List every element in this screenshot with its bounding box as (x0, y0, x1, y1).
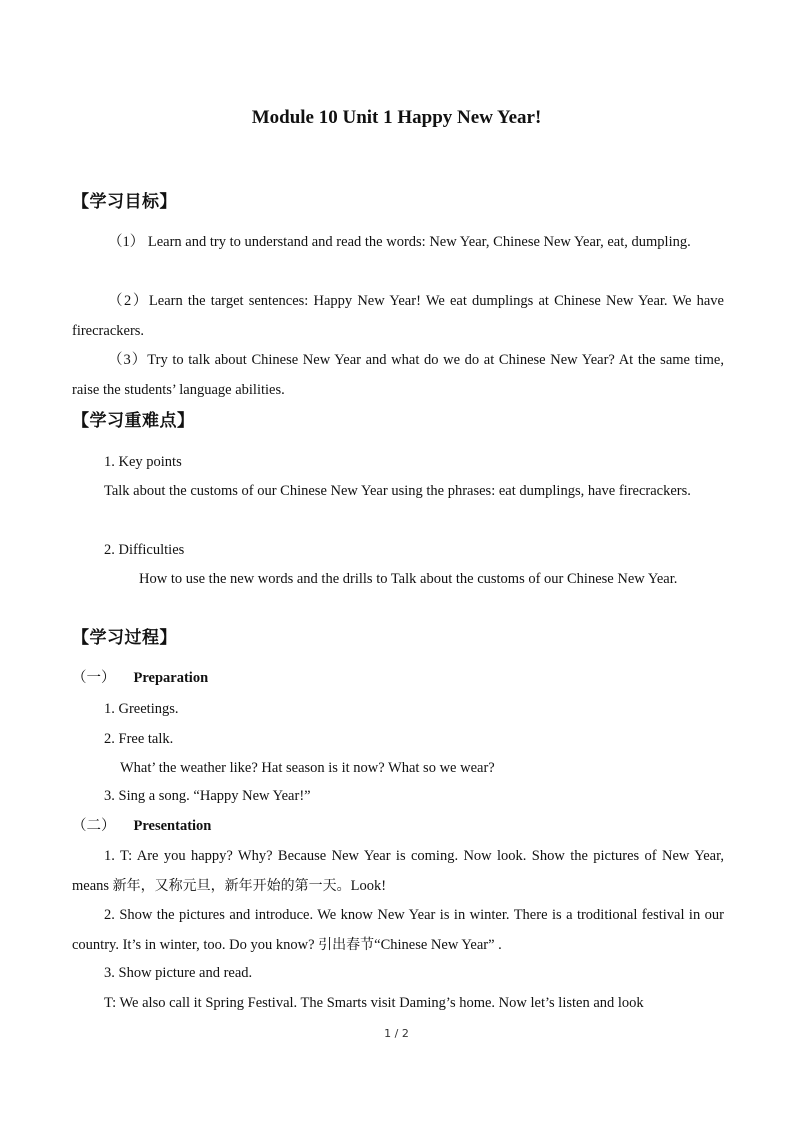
part2-heading (72, 816, 211, 836)
key-difficulties-heading: 【学习重难点】 (72, 411, 195, 431)
part1-item-2: 2. Free talk. (104, 731, 174, 747)
part1-item-1: 1. Greetings. (104, 701, 179, 717)
part2-p1-end: Look! (350, 878, 387, 894)
part2-number: （二） (72, 818, 116, 834)
objective-1: （1） Learn and try to understand and read the words: New Year, Chinese New Year, eat, dumpling. (108, 234, 691, 250)
part2-paragraph-1 (72, 841, 724, 901)
part2-label: Presentation (133, 818, 212, 834)
part2-paragraph-3: 3. Show picture and read. (104, 965, 253, 981)
page-number: 1 / 2 (384, 1027, 409, 1040)
objectives-heading: 【学习目标】 (72, 192, 177, 212)
document-title: Module 10 Unit 1 Happy New Year! (251, 107, 542, 128)
part1-item-4: 3. Sing a song. “Happy New Year!” (104, 788, 311, 804)
part2-p1-english: 1. T: Are you happy? Why? Because New Year is coming. Now look. Show the pictures of New Year, means (72, 848, 724, 894)
part2-p1-chinese: 新年，又称元旦，新年开始的第一天。 (112, 878, 351, 894)
objective-2: （2）Learn the target sentences: Happy New Year! We eat dumplings at Chinese New Year. We have firecrackers. (72, 293, 724, 339)
process-heading: 【学习过程】 (72, 628, 177, 648)
part1-number: （一） (72, 670, 116, 686)
key-points-text: Talk about the customs of our Chinese New Year using the phrases: eat dumplings, have firecrackers. (104, 483, 691, 499)
part2-p2-end: “Chinese New Year” . (374, 937, 502, 953)
part2-paragraph-2 (72, 900, 724, 960)
key-points-label: 1. Key points (104, 454, 182, 470)
part1-label: Preparation (133, 670, 209, 686)
difficulties-label: 2. Difficulties (104, 542, 185, 558)
difficulties-text: How to use the new words and the drills to Talk about the customs of our Chinese New Year. (139, 571, 678, 587)
objective-3: （3）Try to talk about Chinese New Year and what do we do at Chinese New Year? At the same time, raise the students’ language abilities. (72, 352, 724, 398)
part1-heading (72, 668, 208, 688)
part2-paragraph-4: T: We also call it Spring Festival. The Smarts visit Daming’s home. Now let’s listen and look (104, 995, 644, 1011)
part1-item-3: What’ the weather like? Hat season is it now? What so we wear? (120, 760, 495, 776)
part2-p2-english: 2. Show the pictures and introduce. We know New Year is in winter. There is a troditional festival in our country. It’s in winter, too. Do you know? (72, 907, 724, 953)
part2-p2-chinese: 引出春节 (318, 937, 375, 953)
